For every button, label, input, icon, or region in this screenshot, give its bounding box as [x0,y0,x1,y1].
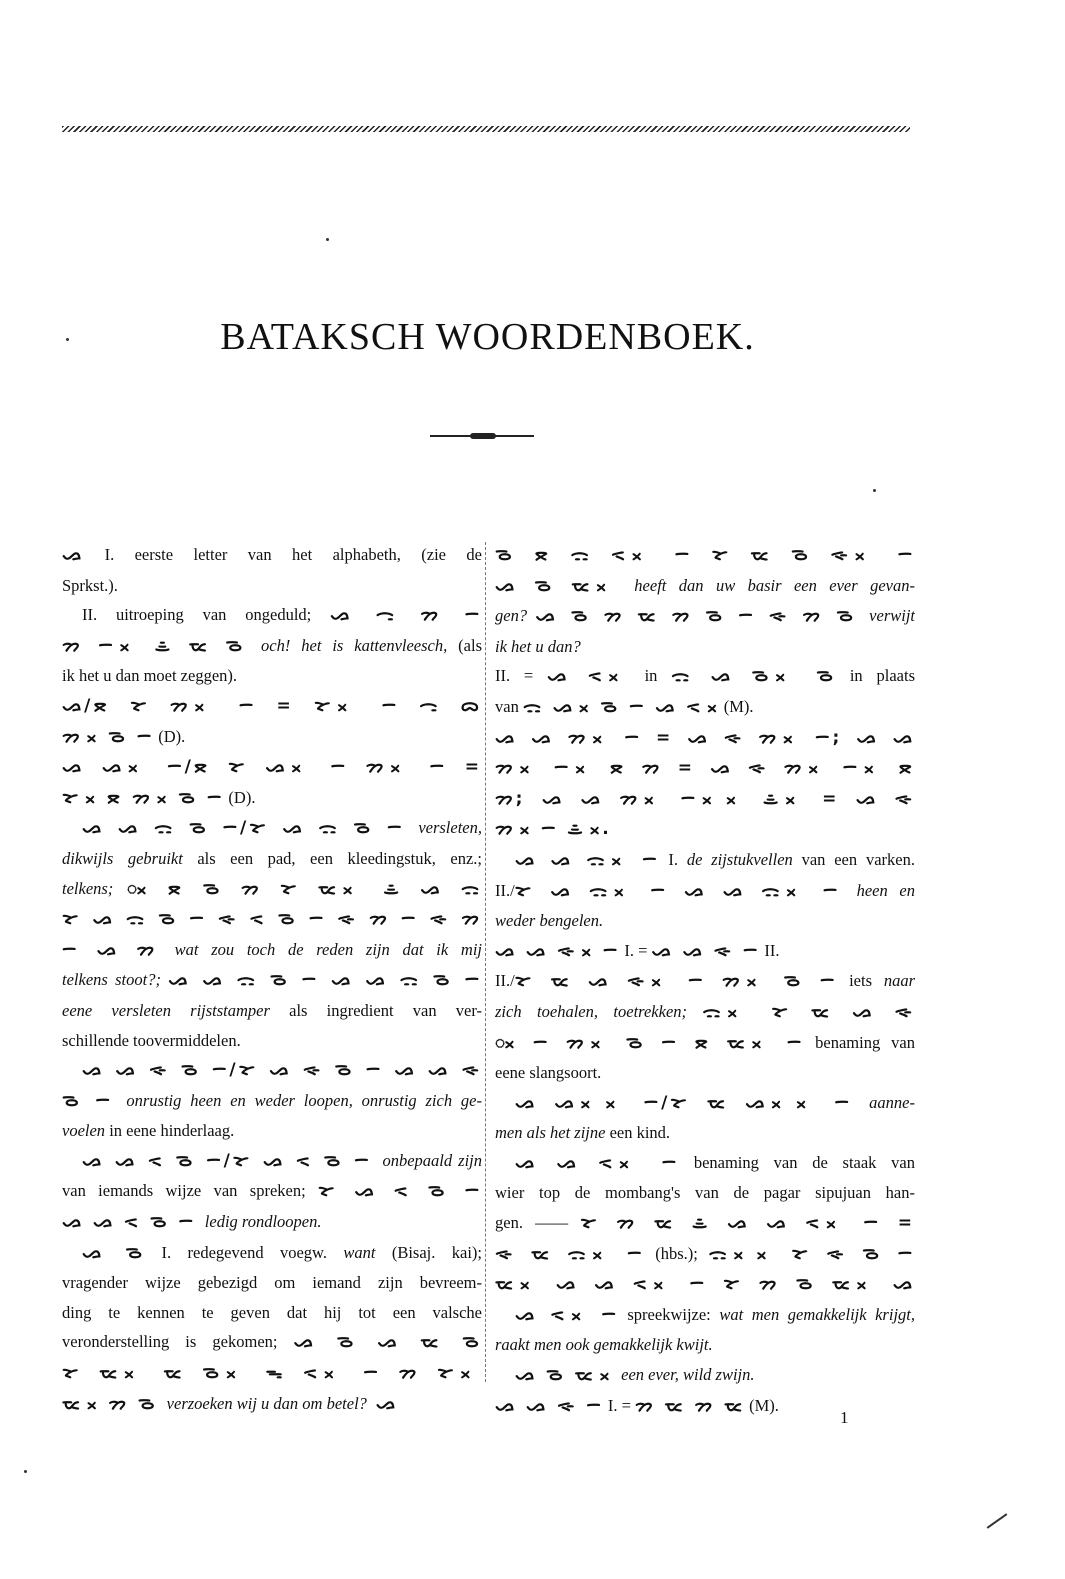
batak-script: ᯐ ᯔ ᯃ ᯬ ᯇ [495,1243,645,1264]
italic-gloss: heeft dan uw basir een ever gevan- [634,575,915,595]
print-speck [873,489,876,492]
entry-line [62,783,482,814]
batak-script: ᯀ ᯀ ᯐ ᯉ ᯇ/ᯘ ᯀ ᯐ ᯉ ᯇ ᯀ ᯀ ᯐ [82,1060,482,1081]
italic-gloss: telkens; [62,878,127,898]
entry-text: II./ [495,880,515,900]
italic-gloss: telkens stoot?; [62,970,169,990]
italic-gloss: voelen [62,1121,106,1141]
batak-script: ᯬ ᯖ ᯉ ᯂ ᯘ ᯔ ᯬ ᯥ ᯀ ᯃ [127,878,482,899]
batak-script: ᯂ ᯬ ᯇ ᯥ ᯬ. [495,819,612,840]
top-decorative-rule [62,126,910,132]
right-column [495,540,915,1421]
entry-line [62,1086,482,1117]
entry-text: spreekwijze: [618,1304,720,1324]
entry-line [62,661,482,691]
entry-line [62,1268,482,1298]
entry-text: iets [837,971,884,991]
entry-text: van iemands wijze van spreken; [62,1181,319,1201]
batak-script: ᯃ ᯀ ᯉ ᯬ ᯉ [671,666,837,687]
entry-text: (als [447,635,482,655]
batak-script: ᯂ; ᯀ ᯀ ᯂ ᯬ ᯇ ᯬ ᯬ ᯥ ᯬ = ᯀ ᯐ [495,788,915,809]
batak-script: ᯔ ᯬ ᯂ ᯉ [62,1393,167,1414]
entry-text: II. = [495,666,548,686]
batak-script: ᯔ ᯬ ᯀ ᯀ ᯑ ᯬ ᯇ ᯘ ᯂ ᯉ ᯔ ᯬ ᯀ [495,1274,915,1295]
entry-line [495,661,915,692]
entry-line [495,784,915,815]
italic-gloss: een ever, wild zwijn. [621,1365,755,1385]
batak-script: ᯂ ᯇ ᯬ ᯥ ᯔ ᯉ [62,635,262,656]
entry-text: in [630,666,672,686]
entry-text: (D). [154,726,186,746]
entry-line [62,1055,482,1086]
italic-gloss: onbepaald zijn [382,1150,482,1170]
entry-text: schillende toovermiddelen. [62,1030,241,1050]
batak-script: ᯀ ᯑ ᯬ ᯇ [515,1304,619,1325]
italic-gloss: verwijt [869,606,915,626]
batak-script: ᯉ ᯖ ᯃ ᯑ ᯬ ᯇ ᯘ ᯔ ᯉ ᯐ ᯬ ᯇ [495,545,915,565]
entry-line [62,1026,482,1056]
entry-line [62,631,482,662]
entry-text: I. = [603,1395,636,1415]
italic-gloss: eene versleten rijststamper [62,1000,270,1020]
entry-line [495,632,915,662]
entry-line [62,752,482,783]
batak-script: ᯀ ᯀ ᯐ ᯇ [495,1395,604,1416]
italic-gloss: weder bengelen. [495,911,604,931]
italic-gloss: zich toehalen, toetrekken; [495,1001,703,1021]
print-speck [24,1470,27,1473]
batak-script: ᯀ/ᯖ ᯘ ᯂ ᯬ ᯇ = ᯘ ᯬ ᯇ ᯏ ᯅ [62,695,482,716]
entry-line [495,876,915,907]
batak-script: ᯀ [366,1393,398,1414]
italic-gloss: och! het is kattenvleesch, [261,635,448,655]
entry-text: als een pad, een kleedingstuk, enz.; [182,848,482,868]
italic-gloss: aanne- [869,1092,915,1112]
italic-gloss: want [343,1242,376,1262]
entry-text: veronderstelling is gekomen; [62,1332,294,1352]
entry-text: I. redegevend voegw. [145,1242,344,1262]
batak-script: ᯀ ᯉ ᯀ ᯔ ᯉ [293,1332,482,1353]
batak-script: ᯀ ᯀ ᯃ ᯉ ᯇ/ᯘ ᯀ ᯃ ᯉ ᯇ [82,818,419,839]
title-ornament [430,433,534,439]
entry-line [62,722,482,753]
entry-text: (M). [744,1395,779,1415]
batak-script: ᯀ ᯀ ᯐ ᯇ [651,940,761,961]
entry-line [495,936,915,967]
batak-script: ᯘ ᯂ ᯔ ᯥ ᯀ ᯀ ᯑ ᯬ ᯇ = [580,1213,915,1234]
entry-line [495,753,915,784]
page-number: 1 [840,1408,849,1427]
italic-gloss: wat zou toch de reden zijn dat ik mij [174,939,482,959]
entry-text: van een varken. [792,849,915,869]
italic-gloss: versleten, [418,818,482,838]
batak-script: ᯀ ᯀ ᯑ ᯉ ᯇ/ᯘ ᯀ ᯑ ᯉ ᯇ [82,1150,383,1171]
entry-line [495,1058,915,1088]
entry-line [62,996,482,1026]
entry-line [495,1118,915,1148]
entry-text: een kind. [605,1123,671,1143]
batak-script: ᯀ ᯉ ᯔ ᯬ [495,575,635,596]
entry-line [62,1116,482,1146]
entry-line [495,906,915,936]
entry-line [495,845,915,876]
italic-gloss: men als het zijne [495,1123,606,1143]
batak-script: ᯃ ᯬ ᯘ ᯔ ᯀ ᯐ [702,1001,915,1022]
italic-gloss: raakt men ook gemakkelijk kwijt. [495,1335,713,1355]
entry-text: Sprkst.). [62,575,118,595]
entry-line [495,1088,915,1119]
entry-line [62,540,482,571]
batak-script: ᯀ ᯀ ᯑ ᯬ ᯇ [515,1152,680,1173]
entry-text: (Bisaj. kai); [375,1242,482,1262]
entry-line [62,600,482,631]
italic-gloss: onrustig heen en weder loopen, onrustig zich ge- [126,1090,482,1110]
entry-text: eene slangsoort. [495,1063,602,1083]
batak-script: ᯀ ᯀ ᯃ ᯉ ᯇ ᯀ ᯀ ᯃ ᯉ ᯇ [168,970,482,991]
entry-text: II./ [495,971,515,991]
batak-script: ᯀ ᯉ ᯂ ᯔ ᯂ ᯉ ᯇ ᯐ ᯂ ᯉ [535,606,870,627]
entry-line [62,965,482,996]
print-mark [987,1513,1008,1528]
batak-script: ᯀ ᯉ [82,1242,146,1263]
batak-script: ᯘ ᯀ ᯑ ᯉ ᯇ [318,1181,482,1202]
batak-script: ᯀ ᯏ ᯂ ᯇ [330,605,482,626]
entry-line [62,874,482,905]
entry-text: (D). [224,787,256,807]
batak-script: ᯘ ᯬ ᯖ ᯂ ᯬ ᯉ ᯇ [62,787,225,808]
italic-gloss: dikwijls gebruikt [62,848,183,868]
page-title: BATAKSCH WOORDENBOEK. [220,316,755,359]
entry-line [495,1330,915,1360]
entry-line [62,1327,482,1358]
italic-gloss: naar [883,971,915,991]
italic-gloss: ledig rondloopen. [204,1212,322,1232]
batak-script: ᯀ ᯀ ᯐ ᯬ ᯇ [495,940,621,961]
entry-line [495,692,915,723]
entry-line [495,1028,915,1059]
entry-line [62,1238,482,1269]
entry-text: (hbs.); [644,1243,709,1263]
batak-script: ᯘ ᯔ ᯀ ᯐ ᯬ ᯇ ᯂ ᯬ ᯉ ᯇ [514,971,838,992]
italic-gloss: gen? [495,606,536,626]
entry-text: ik het u dan moet zeggen). [62,666,238,686]
entry-text: benaming van de staak van [679,1152,915,1172]
batak-script: ᯀ ᯀ ᯃ ᯬ ᯇ [515,849,660,870]
batak-script: ᯂ ᯔ ᯂ ᯔ [635,1395,745,1416]
italic-gloss: ik het u dan? [495,636,581,656]
entry-line [62,1298,482,1328]
entry-text: van [495,696,523,716]
italic-gloss: heen en [856,880,915,900]
batak-script: ᯂ ᯬ ᯇ ᯬ ᯖ ᯂ = ᯀ ᯐ ᯂ ᯬ ᯇ ᯬ ᯖ [495,758,915,779]
entry-line [495,966,915,997]
entry-text: in eene hinderlaag. [105,1121,235,1141]
entry-line [495,723,915,754]
column-divider [485,542,486,1382]
left-column [62,540,482,1419]
batak-script: ᯃ ᯬ ᯬ ᯘ ᯐ ᯉ ᯇ [708,1243,915,1264]
entry-text: in plaats [836,666,915,686]
entry-line [495,1391,915,1422]
entry-line [495,601,915,632]
entry-text: vragender wijze gebezigd om iemand zijn bevreem- [62,1273,482,1293]
batak-script: ᯀ ᯀ ᯬ ᯇ/ᯖ ᯘ ᯀ ᯬ ᯇ ᯂ ᯬ ᯇ = [62,757,482,778]
entry-line [495,1269,915,1300]
batak-script: ᯘ ᯀ ᯃ ᯉ ᯇ ᯐ ᯑ ᯉ ᯇ ᯐ ᯂ ᯇ ᯐ ᯂ [62,909,482,930]
entry-line [62,904,482,935]
entry-text: I. = [620,940,652,960]
batak-script: ᯀ ᯉ ᯔ ᯬ [515,1365,622,1386]
entry-line [495,1360,915,1391]
print-speck [326,238,329,241]
entry-line [62,1176,482,1207]
batak-script: ᯀ ᯀ ᯬ ᯬ ᯇ/ᯘ ᯔ ᯀ ᯬ ᯬ ᯇ [515,1092,870,1113]
batak-script: ᯀ ᯑ ᯬ [547,666,631,687]
entry-line [62,1358,482,1389]
entry-line [62,1389,482,1420]
batak-script: ᯬ ᯇ ᯂ ᯬ ᯉ ᯇ ᯖ ᯔ ᯬ ᯇ [495,1032,805,1053]
entry-text: als ingredient van ver- [269,1000,482,1020]
entry-line [495,1208,915,1239]
entry-text: II. uitroeping van ongeduld; [82,605,331,625]
batak-script: ᯉ ᯇ [62,1090,127,1111]
batak-script: ᯀ [62,545,85,565]
entry-line [62,935,482,966]
entry-line [62,1146,482,1177]
entry-line [495,814,915,845]
entry-line [62,691,482,722]
entry-line [495,1239,915,1270]
batak-script: ᯂ ᯬ ᯉ ᯇ [62,726,155,747]
entry-line [495,1148,915,1179]
entry-line [62,844,482,874]
italic-gloss: verzoeken wij u dan om betel? [166,1393,367,1413]
entry-text: ding te kennen te geven dat hij tot een valsche [62,1302,482,1322]
entry-text: I. eerste letter van het alphabeth, (zie de [84,545,482,564]
batak-script: ᯀ ᯀ ᯑ ᯉ ᯇ [62,1212,205,1233]
entry-text: II. [760,940,780,960]
entry-line [495,1300,915,1331]
entry-line [495,997,915,1028]
batak-script: ᯘ ᯔ ᯬ ᯔ ᯉ ᯬ ᯓ ᯑ ᯬ ᯇ ᯂ ᯘ ᯬ [62,1363,482,1384]
entry-text: (M). [719,696,754,716]
italic-gloss: de zijstukvellen [686,849,793,869]
entry-text: I. [659,849,687,869]
entry-line [495,571,915,602]
entry-line [495,1178,915,1208]
batak-script: ᯇ ᯀ ᯂ [62,939,175,960]
batak-script: ᯘ ᯀ ᯃ ᯬ ᯇ ᯀ ᯀ ᯃ ᯬ ᯇ [514,880,857,901]
entry-text: benaming van [804,1032,915,1052]
entry-text: wier top de mombang's van de pagar sipujuan han- [495,1183,915,1203]
entry-line [62,571,482,601]
entry-line [62,1207,482,1238]
italic-gloss: wat men gemakkelijk krijgt, [719,1304,915,1324]
entry-line [62,813,482,844]
batak-script: ᯀ ᯀ ᯂ ᯬ ᯇ = ᯀ ᯐ ᯂ ᯬ ᯇ; ᯀ ᯀ [495,727,915,748]
batak-script: ᯃ ᯀ ᯬ ᯉ ᯇ ᯀ ᯑ ᯬ [522,696,720,717]
entry-text: gen. —— [495,1213,581,1233]
entry-line [495,540,915,571]
